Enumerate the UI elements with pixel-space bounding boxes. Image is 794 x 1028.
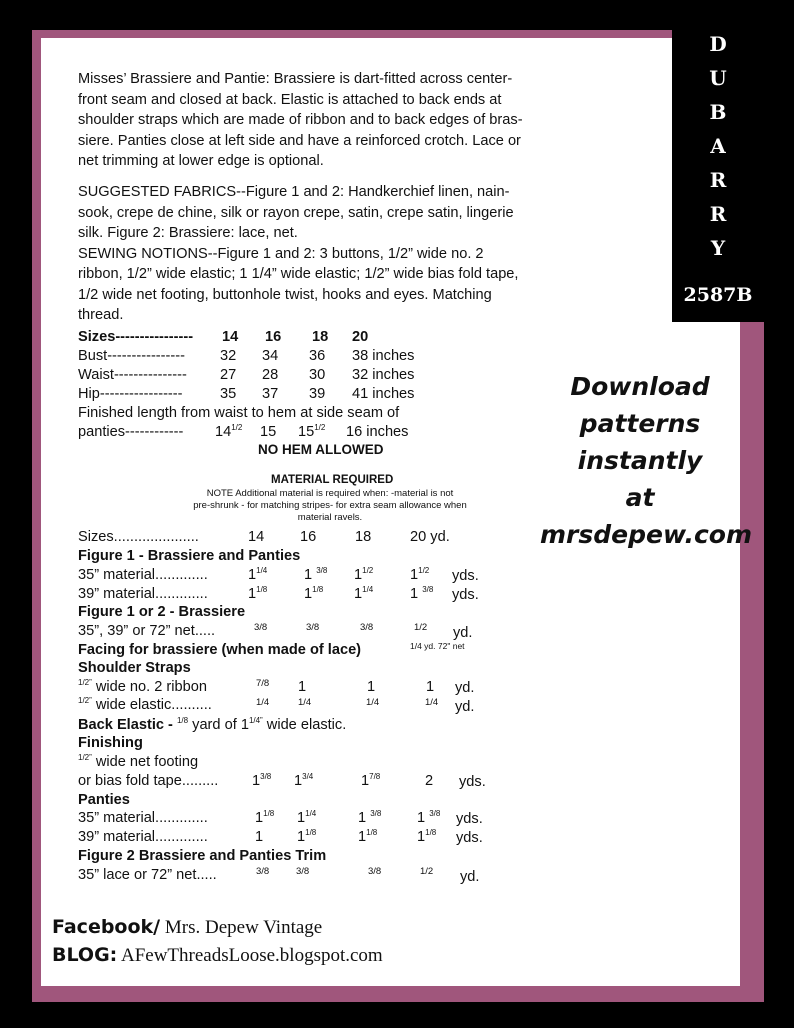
p39-row-value: $1^{1/8}$ bbox=[358, 828, 378, 845]
size-col: 18 bbox=[312, 329, 329, 345]
material-note: NOTE Additional material is required when: -material is not pre-shrunk - for matching stripes- for extra seam allowance when material ravels. bbox=[193, 488, 467, 523]
elastic-row-label: $^{1/2”}$ wide elastic.......... bbox=[78, 696, 212, 713]
blog-line[interactable]: BLOG: AFewThreadsLoose.blogspot.com bbox=[52, 944, 383, 966]
elastic-row-value: 1/4 bbox=[256, 697, 270, 708]
material-title: MATERIAL REQUIRED bbox=[271, 474, 394, 486]
brand-letter: Y bbox=[710, 236, 726, 260]
straps-heading: Shoulder Straps bbox=[78, 660, 191, 676]
download-promo: Download patterns instantly at mrsdepew.com bbox=[540, 368, 740, 553]
ribbon-row-value: 1 bbox=[367, 679, 376, 695]
back-elastic-line: Back Elastic - $^{1/8}$ yard of $1^{1/4”}$ wide elastic. bbox=[78, 716, 347, 733]
bias-row-value: $1^{7/8}$ bbox=[361, 772, 381, 789]
lace-row-value: 3/8 bbox=[368, 866, 382, 877]
p39-row-value: 1 bbox=[255, 829, 264, 845]
net-row-value: 1/2 bbox=[414, 622, 428, 633]
lace-row-unit: yd. bbox=[460, 869, 480, 885]
ribbon-row-unit: yd. bbox=[455, 680, 475, 696]
description-line: Misses’ Brassiere and Pantie: Brassiere is dart-fitted across center- bbox=[78, 71, 513, 87]
fig2-heading: Figure 2 Brassiere and Panties Trim bbox=[78, 848, 327, 864]
row-35-value: $1^{1/2}$ bbox=[354, 566, 374, 583]
brand-letter: A bbox=[710, 134, 726, 158]
fabrics-line: SUGGESTED FABRICS--Figure 1 and 2: Handkerchief linen, nain- bbox=[78, 184, 510, 200]
sizes-header-label: Sizes---------------- bbox=[78, 329, 194, 345]
facing-heading: Facing for brassiere (when made of lace) bbox=[78, 642, 362, 658]
elastic-row-value: 1/4 bbox=[366, 697, 380, 708]
description-line: front seam and closed at back. Elastic is attached to back ends at bbox=[78, 91, 502, 108]
panties-value: 15 bbox=[260, 424, 277, 440]
p39-row-value: $1^{1/8}$ bbox=[297, 828, 317, 845]
p35-row-value: 1 $^{3/8}$ bbox=[417, 809, 441, 826]
pattern-number: 2587B bbox=[683, 284, 753, 306]
row-35-value: $1^{1/2}$ bbox=[410, 566, 430, 583]
description-line: shoulder straps which are made of ribbon and to back edges of bras- bbox=[78, 112, 523, 128]
bias-row-value: 2 bbox=[425, 773, 434, 789]
bust-value: 38 inches bbox=[352, 348, 415, 364]
net-row-value: 3/8 bbox=[360, 622, 374, 633]
notions-line: thread. bbox=[78, 307, 124, 323]
material-size: 14 bbox=[248, 529, 265, 545]
net-row-value: 3/8 bbox=[254, 622, 268, 633]
fig12-heading: Figure 1 or 2 - Brassiere bbox=[78, 604, 246, 620]
net-row-label: 35”, 39” or 72” net..... bbox=[78, 623, 216, 639]
elastic-row-value: 1/4 bbox=[425, 697, 439, 708]
waist-value: 30 bbox=[309, 367, 326, 383]
footing-line: $^{1/2”}$ wide net footing bbox=[78, 753, 199, 770]
lace-row-value: 1/2 bbox=[420, 866, 434, 877]
bias-row-label: or bias fold tape......... bbox=[78, 773, 219, 789]
notions-line: SEWING NOTIONS--Figure 1 and 2: 3 buttons, 1/2” wide no. 2 bbox=[78, 245, 484, 262]
p35-row-value: $1^{1/8}$ bbox=[255, 809, 275, 826]
ribbon-row-label: $^{1/2”}$ wide no. 2 ribbon bbox=[78, 678, 208, 695]
row-39-value: $1^{1/8}$ bbox=[248, 585, 268, 602]
size-col: 20 bbox=[352, 329, 369, 345]
p35-row-value: 1 $^{3/8}$ bbox=[358, 809, 382, 826]
brand-letter: B bbox=[709, 100, 727, 124]
row-35-label: 35” material............. bbox=[78, 567, 208, 583]
row-39-unit: yds. bbox=[452, 587, 479, 603]
ribbon-row-value: 1 bbox=[426, 679, 435, 695]
net-row-unit: yd. bbox=[453, 625, 473, 641]
material-size: 16 bbox=[300, 529, 317, 545]
bust-label: Bust---------------- bbox=[78, 348, 185, 364]
row-39-value: $1^{1/8}$ bbox=[304, 585, 324, 602]
waist-value: 28 bbox=[262, 367, 279, 383]
row-35-value: $1^{1/4}$ bbox=[248, 566, 268, 583]
description-line: siere. Panties close at left side and have a reinforced crotch. Lace or bbox=[78, 132, 521, 149]
panties-label: panties------------ bbox=[78, 424, 184, 440]
hip-label: Hip----------------- bbox=[78, 386, 183, 402]
fabrics-notions bbox=[78, 182, 518, 326]
lace-row-value: 3/8 bbox=[256, 866, 270, 877]
waist-value: 27 bbox=[220, 367, 237, 383]
finished-length-line: Finished length from waist to hem at side seam of bbox=[78, 405, 400, 421]
fabrics-line: silk. Figure 2: Brassiere: lace, net. bbox=[78, 225, 298, 241]
panties-value: 16 inches bbox=[346, 424, 409, 440]
panties-value: $14^{1/2}$ bbox=[215, 423, 243, 440]
row-35-value: 1 $^{3/8}$ bbox=[304, 566, 328, 583]
hip-value: 39 bbox=[309, 386, 326, 402]
material-size: 20 yd. bbox=[410, 529, 450, 545]
lace-row-value: 3/8 bbox=[296, 866, 310, 877]
elastic-row-value: 1/4 bbox=[298, 697, 312, 708]
p35-row-label: 35” material............. bbox=[78, 810, 208, 826]
facebook-line[interactable]: Facebook/ Mrs. Depew Vintage bbox=[52, 916, 323, 938]
p35-row-value: $1^{1/4}$ bbox=[297, 809, 317, 826]
brand-letter: R bbox=[709, 202, 727, 226]
hip-value: 41 inches bbox=[352, 386, 415, 402]
description-line: net trimming at lower edge is optional. bbox=[78, 153, 324, 169]
ribbon-row-value: 1 bbox=[298, 679, 307, 695]
brand-block bbox=[672, 22, 764, 322]
brand-letter: D bbox=[709, 32, 727, 56]
row-39-label: 39” material............. bbox=[78, 586, 208, 602]
bias-row-value: $1^{3/8}$ bbox=[252, 772, 272, 789]
panties-heading: Panties bbox=[78, 792, 130, 808]
material-sizes-label: Sizes..................... bbox=[78, 529, 199, 545]
ribbon-row-value: 7/8 bbox=[256, 678, 270, 689]
facing-note: 1/4 yd. 72" net bbox=[410, 641, 465, 651]
notions-line: ribbon, 1/2” wide elastic; 1 1/4” wide elastic; 1/2” wide bias fold tape, bbox=[78, 266, 519, 282]
bias-row-value: $1^{3/4}$ bbox=[294, 772, 314, 789]
description bbox=[78, 69, 523, 172]
bust-value: 36 bbox=[309, 348, 326, 364]
hip-value: 35 bbox=[220, 386, 237, 402]
row-39-value: $1^{1/4}$ bbox=[354, 585, 374, 602]
row-35-unit: yds. bbox=[452, 568, 479, 584]
panties-value: $15^{1/2}$ bbox=[298, 423, 326, 440]
p35-row-unit: yds. bbox=[456, 811, 483, 827]
finishing-heading: Finishing bbox=[78, 735, 143, 751]
brand-letter: R bbox=[709, 168, 727, 192]
brand-letter: U bbox=[709, 66, 727, 90]
no-hem-note: NO HEM ALLOWED bbox=[258, 442, 384, 457]
lace-row-label: 35” lace or 72” net..... bbox=[78, 867, 217, 883]
bust-value: 34 bbox=[262, 348, 279, 364]
promo-link[interactable]: mrsdepew.com bbox=[540, 520, 752, 549]
size-col: 16 bbox=[265, 329, 282, 345]
p39-row-label: 39” material............. bbox=[78, 829, 208, 845]
row-39-value: 1 $^{3/8}$ bbox=[410, 585, 434, 602]
waist-value: 32 inches bbox=[352, 367, 415, 383]
p39-row-unit: yds. bbox=[456, 830, 483, 846]
notions-line: 1/2 wide net footing, buttonhole twist, hooks and eyes. Matching bbox=[78, 286, 492, 303]
size-col: 14 bbox=[222, 329, 239, 345]
bust-value: 32 bbox=[220, 348, 237, 364]
bias-row-unit: yds. bbox=[459, 774, 486, 790]
net-row-value: 3/8 bbox=[306, 622, 320, 633]
material-size: 18 bbox=[355, 529, 372, 545]
elastic-row-unit: yd. bbox=[455, 699, 475, 715]
waist-label: Waist--------------- bbox=[78, 367, 187, 383]
fabrics-line: sook, crepe de chine, silk or rayon crepe, satin, crepe satin, lingerie bbox=[78, 204, 514, 221]
fig1-heading: Figure 1 - Brassiere and Panties bbox=[78, 548, 301, 564]
p39-row-value: $1^{1/8}$ bbox=[417, 828, 437, 845]
hip-value: 37 bbox=[262, 386, 279, 402]
